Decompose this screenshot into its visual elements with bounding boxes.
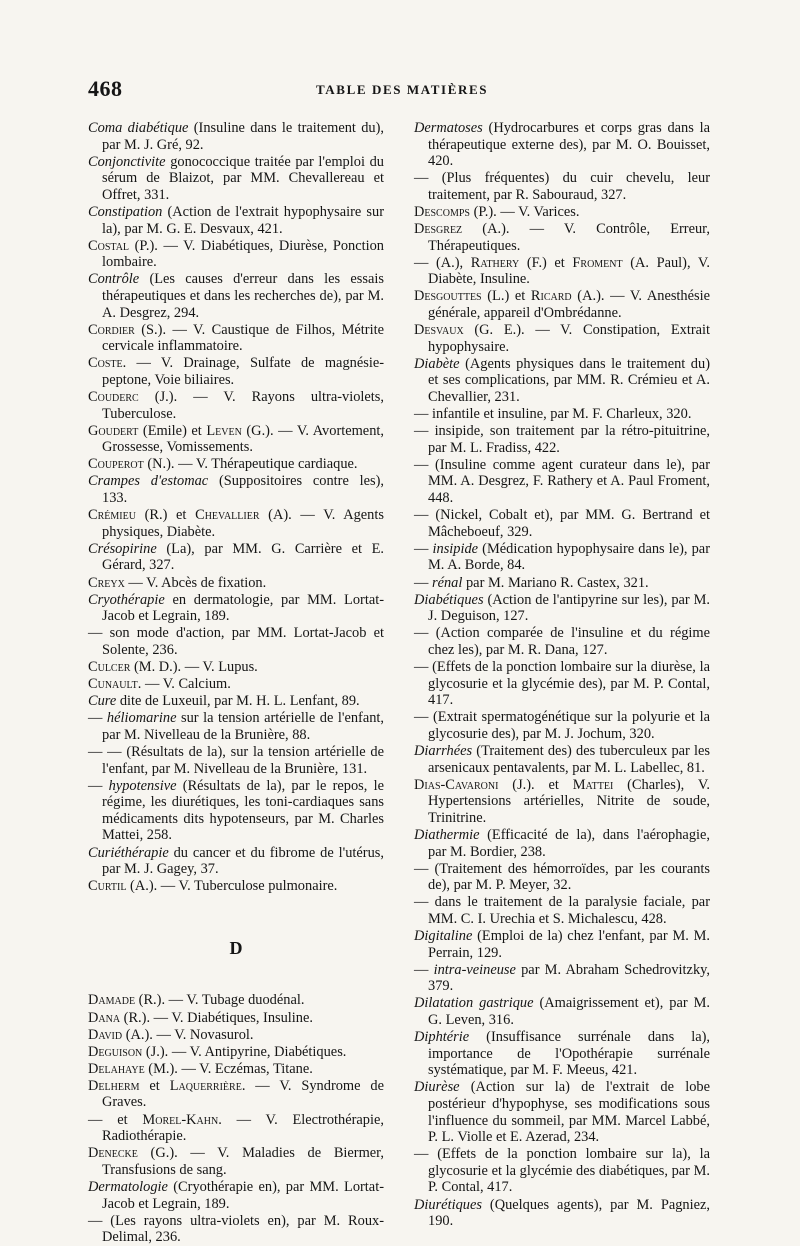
- entry-text: (F.) et: [519, 254, 573, 271]
- index-entry: [414, 1197, 710, 1230]
- entry-text: (A. Paul), V. Diabète, Insuline.: [428, 254, 710, 288]
- entry-author: Desgrez: [414, 221, 463, 238]
- entry-text: (S.). — V. Caustique de Filhos, Métrite cervicale inflammatoire.: [102, 321, 384, 355]
- entry-subject: Dermatologie: [88, 1178, 168, 1195]
- entry-text: — (Traitement des hémorroïdes, par les courants de), par M. P. Meyer, 32.: [414, 860, 710, 894]
- entry-text: — (Effets de la ponction lombaire sur la), la glycosurie et la glycémie des diabétiques, par M. P. Contal, 417.: [414, 1146, 710, 1196]
- index-entry: [88, 322, 384, 355]
- entry-text: (J.). — V. Rayons ultra-violets, Tuberculose.: [102, 389, 384, 422]
- entry-text: (Les causes d'erreur dans les essais thérapeutiques et dans les recherches de), par M. A. Desgrez, 294.: [102, 271, 384, 321]
- index-entry: [414, 170, 710, 203]
- entry-author: Denecke: [88, 1145, 138, 1162]
- index-entry: [88, 992, 384, 1009]
- entry-author: Couperot: [88, 456, 144, 473]
- entry-author: Laquerrière: [169, 1077, 242, 1094]
- index-entry: [88, 355, 384, 388]
- entry-text: — (Insuline comme agent curateur dans le), par MM. A. Desgrez, F. Rathery et A. Paul Froment, 448.: [414, 456, 710, 507]
- entry-text: (Efficacité de la), dans l'aérophagie, par M. Bordier, 238.: [428, 826, 710, 860]
- entry-author: David: [88, 1026, 123, 1043]
- entry-text: (Cryothérapie en), par MM. Lortat-Jacob et Legrain, 189.: [102, 1178, 384, 1212]
- entry-subject: Contrôle: [88, 271, 140, 288]
- entry-text: —: [414, 574, 432, 591]
- entry-text: (R.). — V. Diabétiques, Insuline.: [120, 1009, 313, 1026]
- entry-text: gonococcique traitée par l'emploi du sérum de Blaizot, par MM. Chevallereau et Offret, 331.: [102, 153, 384, 203]
- entry-text: — (Extrait spermatogénétique sur la polyurie et la glycosurie des), par M. J. Jochum, 320.: [414, 709, 710, 742]
- entry-text: (G. E.). — V. Constipation, Extrait hypophysaire.: [428, 322, 710, 355]
- index-entry: [414, 457, 710, 507]
- entry-author: Leven: [206, 422, 242, 439]
- index-entry: [414, 255, 710, 288]
- entry-author: Descomps: [414, 203, 470, 220]
- entry-text: (L.) et: [481, 288, 531, 305]
- entry-text: (Action de l'antipyrine sur les), par M. J. Deguison, 127.: [428, 591, 710, 625]
- index-entry: [88, 575, 384, 592]
- index-entry: [414, 659, 710, 709]
- entry-author: Couderc: [88, 389, 139, 405]
- index-entry: [88, 456, 384, 473]
- entry-author: Crémieu: [88, 507, 136, 524]
- left-column: [88, 120, 384, 1246]
- index-entry: [88, 1044, 384, 1061]
- index-entry: [88, 238, 384, 271]
- entry-text: (Médication hypophysaire dans le), par M. A. Borde, 84.: [428, 540, 710, 574]
- index-entry: [414, 625, 710, 658]
- entry-subject: Crésopirine: [88, 540, 157, 557]
- entry-text: — V. Abcès de fixation.: [124, 574, 267, 591]
- page-number: 468: [88, 76, 123, 101]
- entry-author: Dana: [88, 1009, 121, 1026]
- entry-author: Goudert: [88, 422, 139, 439]
- entry-subject: Crampes d'estomac: [88, 473, 209, 490]
- entry-text: (Traitement des) des tuberculeux par les arsenicaux pentavalents, par M. L. Labellec, 81.: [428, 742, 710, 776]
- entry-text: (M. D.). — V. Lupus.: [130, 659, 258, 675]
- entry-subject: Diabétiques: [414, 591, 484, 608]
- entry-text: (Agents physiques dans le traitement du) et ses complications, par MM. R. Crémieu et A. Chevallier, 231.: [428, 355, 710, 405]
- entry-text: — infantile et insuline, par M. F. Charleux, 320.: [414, 406, 692, 423]
- entry-subject: Coma diabétique: [88, 120, 189, 136]
- entry-text: (A.). — V. Anesthésie générale, appareil d'Ombrédanne.: [428, 288, 710, 322]
- entry-text: (R.) et: [135, 507, 196, 524]
- entry-text: — et: [88, 1111, 143, 1128]
- entry-text: (P.). — V. Diabétiques, Diurèse, Ponction lombaire.: [102, 237, 384, 271]
- index-entry: [414, 1146, 710, 1196]
- entry-author: Froment: [572, 254, 623, 271]
- index-entry: [414, 120, 710, 170]
- entry-text: . — V. Drainage, Sulfate de magnésie-peptone, Voie biliaires.: [102, 355, 384, 388]
- entry-author: Coste: [88, 355, 123, 372]
- index-entry: [414, 423, 710, 456]
- entry-text: (A.). — V. Novasurol.: [122, 1026, 254, 1043]
- entry-author: Damade: [88, 992, 136, 1009]
- entry-text: (N.). — V. Thérapeutique cardiaque.: [143, 456, 358, 473]
- index-entry: [414, 1079, 710, 1145]
- index-entry: [88, 204, 384, 237]
- entry-text: (Quelques agents), par M. Pagniez, 190.: [428, 1196, 710, 1230]
- entry-subject: Diphtérie: [414, 1029, 470, 1046]
- index-entry: [414, 288, 710, 321]
- entry-text: (Suppositoires contre les), 133.: [102, 473, 384, 507]
- index-entry: [88, 659, 384, 676]
- index-entries-c: [88, 120, 384, 895]
- index-entry: [88, 1213, 384, 1246]
- index-entry: [88, 693, 384, 710]
- index-entry: [414, 995, 710, 1028]
- index-entry: [88, 1010, 384, 1027]
- entry-author: Rathery: [470, 254, 520, 271]
- index-entry: [88, 1027, 384, 1044]
- entry-text: (Amaigrissement et), par M. G. Leven, 316.: [428, 995, 710, 1028]
- entry-subject: Constipation: [88, 203, 163, 220]
- entry-text: — (Effets de la ponction lombaire sur la diurèse, la glycosurie et la glycémie des), par M. P. Contal, 417.: [414, 659, 710, 709]
- index-entry: [414, 507, 710, 540]
- entry-text: — insipide, son traitement par la rétro-pituitrine, par M. L. Fradiss, 422.: [414, 423, 710, 456]
- entry-subject: Digitaline: [414, 928, 473, 944]
- index-entry: [414, 894, 710, 927]
- index-entry: [414, 575, 710, 592]
- entry-text: (A). — V. Agents physiques, Diabète.: [102, 507, 384, 540]
- index-entry: [88, 744, 384, 777]
- right-column: [414, 120, 710, 1230]
- entry-author: Chevallier: [195, 507, 260, 524]
- entry-text: (Emploi de la) chez l'enfant, par M. M. Perrain, 129.: [428, 928, 710, 961]
- index-entry: [88, 592, 384, 625]
- entry-text: (Résultats de la), par le repos, le régime, les diurétiques, les toni-cardiaques sans médicaments dits hypotenseurs, par M. Charles Mattei, 258.: [102, 777, 384, 844]
- entry-author: Mattei: [572, 776, 614, 793]
- entry-text: —: [414, 961, 434, 978]
- index-entry: [414, 861, 710, 894]
- index-entry: [88, 845, 384, 878]
- index-entry: [414, 541, 710, 574]
- index-entry: [414, 592, 710, 625]
- entry-text: — dans le traitement de la paralysie faciale, par MM. C. I. Urechia et S. Michalescu, 428.: [414, 894, 710, 927]
- index-entry: [414, 709, 710, 742]
- index-entry: [414, 777, 710, 827]
- entry-text: du cancer et du fibrome de l'utérus, par M. J. Gagey, 37.: [102, 844, 384, 878]
- entry-text: (Charles), V. Hypertensions artérielles, Nitrite de soude, Trinitrine.: [428, 776, 710, 826]
- index-entries-d-left: [88, 992, 384, 1245]
- entry-subject: Diarrhées: [414, 742, 473, 759]
- entry-subject: intra-veineuse: [433, 961, 516, 978]
- entry-subject: Conjonctivite: [88, 153, 166, 170]
- index-entry: [414, 928, 710, 961]
- index-entry: [88, 878, 384, 895]
- index-entry: [88, 423, 384, 456]
- entry-text: et: [139, 1077, 170, 1094]
- entry-subject: hypotensive: [108, 777, 177, 794]
- entry-text: dite de Luxeuil, par M. H. L. Lenfant, 89.: [116, 693, 360, 710]
- entry-author: Cordier: [88, 321, 135, 338]
- entry-text: en dermatologie, par MM. Lortat-Jacob et Legrain, 189.: [102, 591, 384, 625]
- entry-author: Delherm: [88, 1077, 140, 1094]
- entry-subject: rénal: [432, 574, 463, 591]
- index-entry: [414, 322, 710, 355]
- entry-text: (Emile) et: [138, 422, 207, 439]
- entry-text: (Insuline dans le traitement du), par M. J. Gré, 92.: [102, 120, 384, 153]
- index-entry: [88, 389, 384, 422]
- entry-text: (J.). — V. Antipyrine, Diabétiques.: [142, 1043, 347, 1060]
- index-entry: [88, 1061, 384, 1078]
- entry-text: (Insuffisance surrénale dans la), importance de l'Opothérapie surrénale systématique, par M. F. Meeus, 421.: [428, 1029, 710, 1079]
- index-entry: [414, 1029, 710, 1079]
- entry-subject: Diurèse: [414, 1079, 460, 1096]
- entry-text: . — V. Syndrome de Graves.: [102, 1077, 384, 1111]
- section-letter: D: [229, 937, 243, 958]
- entry-text: (P.). — V. Varices.: [469, 203, 580, 220]
- index-entry: [88, 154, 384, 204]
- entry-text: . — V. Electrothérapie, Radiothérapie.: [102, 1111, 384, 1145]
- entry-text: par M. Mariano R. Castex, 321.: [462, 574, 649, 591]
- entry-text: — — (Résultats de la), sur la tension artérielle de l'enfant, par M. Nivelleau de la Brunière, 131.: [88, 743, 384, 777]
- entry-subject: Diathermie: [414, 826, 480, 843]
- entry-text: (Action sur la) de l'extrait de lobe postérieur d'hypophyse, ses modifications sous l'influence du sommeil, par MM. Marcel Labbé, P. L. Violle et E. Azerad, 234.: [428, 1079, 710, 1146]
- entry-text: (R.). — V. Tubage duodénal.: [135, 992, 305, 1009]
- entry-author: Desvaux: [414, 322, 464, 339]
- index-entry: [88, 676, 384, 693]
- entry-text: . — V. Calcium.: [137, 676, 231, 693]
- entry-text: (A.). — V. Contrôle, Erreur, Thérapeutiques.: [428, 221, 710, 254]
- index-entry: [414, 962, 710, 995]
- entry-author: Costal: [88, 237, 130, 254]
- entry-text: sur la tension artérielle de l'enfant, par M. Nivelleau de la Brunière, 88.: [102, 710, 384, 743]
- entry-author: Morel-Kahn: [142, 1111, 219, 1128]
- entry-text: — (Plus fréquentes) du cuir chevelu, leur traitement, par R. Sabouraud, 327.: [414, 170, 710, 203]
- index-entry: [414, 827, 710, 860]
- entry-text: (G.). — V. Avortement, Grossesse, Vomissements.: [102, 422, 384, 456]
- entry-author: Ricard: [530, 288, 572, 305]
- entry-author: Delahaye: [88, 1060, 145, 1077]
- entry-text: (G.). — V. Maladies de Biermer, Transfusions de sang.: [102, 1145, 384, 1178]
- index-entry: [88, 710, 384, 743]
- entry-author: Culcer: [88, 659, 131, 675]
- entry-text: —: [88, 777, 109, 794]
- entry-subject: insipide: [432, 540, 479, 557]
- entry-text: — (Nickel, Cobalt et), par MM. G. Bertrand et Mâcheboeuf, 329.: [414, 507, 710, 540]
- entry-subject: Dermatoses: [414, 120, 483, 136]
- entry-text: (Hydrocarbures et corps gras dans la thérapeutique externe des), par M. O. Bouisset, 420.: [428, 120, 710, 170]
- entry-subject: Curiéthérapie: [88, 844, 169, 861]
- entry-subject: Dilatation gastrique: [414, 995, 534, 1012]
- entry-author: Cunault: [88, 676, 138, 693]
- index-entry: [88, 120, 384, 153]
- index-entry: [414, 204, 710, 221]
- entry-subject: Cryothérapie: [88, 591, 165, 608]
- entry-subject: Diabète: [414, 355, 460, 372]
- entry-author: Deguison: [88, 1043, 143, 1060]
- index-entry: [88, 473, 384, 506]
- index-entry: [88, 778, 384, 844]
- entry-text: (J.). et: [498, 776, 573, 793]
- entry-text: —: [414, 540, 433, 557]
- entry-text: —: [88, 710, 107, 727]
- index-entry: [414, 356, 710, 406]
- index-entry: [88, 507, 384, 540]
- index-entry: [88, 541, 384, 574]
- entry-text: (M.). — V. Eczémas, Titane.: [144, 1060, 313, 1077]
- index-entry: [414, 743, 710, 776]
- entry-text: — (Les rayons ultra-violets en), par M. Roux-Delimal, 236.: [88, 1212, 384, 1246]
- index-entries-d-right: [414, 120, 710, 1230]
- index-entry: [88, 1112, 384, 1145]
- index-entry: [88, 271, 384, 321]
- entry-text: (La), par MM. G. Carrière et E. Gérard, 327.: [102, 540, 384, 574]
- entry-text: (Action de l'extrait hypophysaire sur la), par M. G. E. Desvaux, 421.: [102, 203, 384, 237]
- page-header: [88, 76, 714, 106]
- entry-subject: Cure: [88, 693, 117, 710]
- entry-author: Desgouttes: [414, 288, 482, 305]
- entry-text: — (A.),: [414, 254, 471, 271]
- entry-author: Curtil: [88, 878, 127, 895]
- entry-author: Creyx: [88, 574, 125, 591]
- index-entry: [88, 1145, 384, 1178]
- index-entry: [88, 1078, 384, 1111]
- entry-text: par M. Abraham Schedrovitzky, 379.: [428, 961, 710, 995]
- entry-text: (A.). — V. Tuberculose pulmonaire.: [126, 878, 338, 895]
- index-entry: [88, 1179, 384, 1212]
- index-entry: [88, 625, 384, 658]
- entry-subject: Diurétiques: [414, 1196, 482, 1213]
- entry-subject: héliomarine: [106, 710, 177, 727]
- running-title: TABLE DES MATIÈRES: [316, 82, 489, 97]
- entry-text: — (Action comparée de l'insuline et du régime chez les), par M. R. Dana, 127.: [414, 625, 710, 658]
- index-entry: [414, 406, 710, 423]
- index-entry: [414, 221, 710, 254]
- entry-author: Dias-Cavaroni: [414, 776, 499, 793]
- entry-text: — son mode d'action, par MM. Lortat-Jacob et Solente, 236.: [88, 625, 384, 658]
